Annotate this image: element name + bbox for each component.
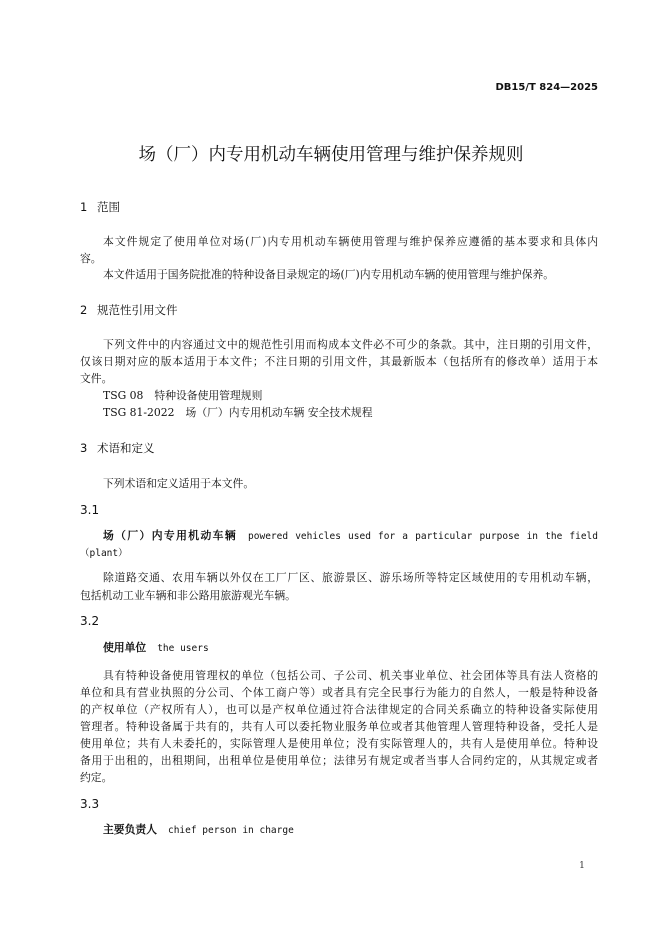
term-entry bbox=[103, 821, 598, 838]
definition-line: 包括机动工业车辆和非公路用旅游观光车辆。 bbox=[80, 589, 296, 602]
reference-title: 场（厂）内专用机动车辆 安全技术规程 bbox=[185, 406, 373, 419]
definition-line: 具有特种设备使用管理权的单位（包括公司、子公司、机关事业单位、社会团体等具有法人资格的 bbox=[103, 669, 598, 682]
term-chinese: 主要负责人 bbox=[103, 823, 157, 836]
term-chinese: 使用单位 bbox=[103, 641, 147, 654]
page-number: 1 bbox=[579, 861, 585, 871]
reference-code: TSG 81-2022 bbox=[103, 406, 175, 419]
definition-line: 管理者。特种设备属于共有的，共有人可以委托物业服务单位或者其他管理人管理特种设备，受托人是 bbox=[80, 720, 598, 733]
definition-line: 约定。 bbox=[80, 771, 113, 784]
reference-item bbox=[103, 404, 598, 421]
paragraph-line: 本文件适用于国务院批准的特种设备目录规定的场(厂)内专用机动车辆的使用管理与维护保养。 bbox=[103, 268, 555, 281]
term-english: the users bbox=[157, 643, 209, 654]
term-entry bbox=[103, 527, 598, 544]
paragraph-line: 文件。 bbox=[80, 372, 113, 385]
section-number: 3 bbox=[80, 441, 88, 455]
subsection-number: 3.2 bbox=[80, 614, 100, 628]
term-english: chief person in charge bbox=[167, 825, 294, 836]
definition-line: 除道路交通、农用车辆以外仅在工厂厂区、旅游景区、游乐场所等特定区域使用的专用机动车辆， bbox=[103, 571, 598, 584]
section-1-heading bbox=[80, 199, 598, 216]
paragraph-line: 容。 bbox=[80, 252, 102, 265]
section-title: 术语和定义 bbox=[97, 441, 155, 455]
subsection-number: 3.3 bbox=[80, 797, 100, 811]
reference-item bbox=[103, 387, 598, 404]
term-english-continuation bbox=[80, 544, 598, 561]
reference-title: 特种设备使用管理规则 bbox=[154, 389, 263, 402]
paragraph-line: 下列文件中的内容通过文中的规范性引用而构成本文件必不可少的条款。其中，注日期的引用文件， bbox=[103, 338, 598, 351]
section-2-heading bbox=[80, 302, 598, 319]
reference-code: TSG 08 bbox=[103, 389, 144, 402]
term-english: （plant） bbox=[80, 548, 128, 559]
paragraph-line: 本文件规定了使用单位对场(厂)内专用机动车辆使用管理与维护保养应遵循的基本要求和具体内 bbox=[103, 235, 598, 248]
document-number: DB15/T 824—2025 bbox=[495, 82, 598, 93]
section-number: 1 bbox=[80, 200, 88, 214]
term-chinese: 场（厂）内专用机动车辆 bbox=[103, 529, 238, 542]
definition-line: 备用于出租的，出租期间，出租单位是使用单位；法律另有规定或者当事人合同约定的，从其规定或者 bbox=[80, 754, 598, 767]
section-number: 2 bbox=[80, 303, 88, 317]
term-english: powered vehicles used for a particular purpose in the field bbox=[248, 531, 598, 542]
paragraph-line: 下列术语和定义适用于本文件。 bbox=[103, 477, 255, 490]
definition-line: 的产权单位（产权所有人），也可以是产权单位通过符合法律规定的合同关系确立的特种设备实际使用 bbox=[80, 703, 598, 716]
section-title: 范围 bbox=[97, 200, 120, 214]
document-title: 场（厂）内专用机动车辆使用管理与维护保养规则 bbox=[138, 145, 524, 165]
subsection-number: 3.1 bbox=[80, 503, 100, 517]
section-3-heading bbox=[80, 440, 598, 457]
term-entry bbox=[103, 639, 598, 656]
definition-line: 使用单位；共有人未委托的，实际管理人是使用单位；没有实际管理人的，共有人是使用单位。特种设 bbox=[80, 737, 598, 750]
definition-line: 单位和具有营业执照的分公司、个体工商户等）或者具有完全民事行为能力的自然人，一般是特种设备 bbox=[80, 686, 598, 699]
section-title: 规范性引用文件 bbox=[97, 303, 178, 317]
paragraph-line: 仅该日期对应的版本适用于本文件；不注日期的引用文件，其最新版本（包括所有的修改单）适用于本 bbox=[80, 355, 598, 368]
